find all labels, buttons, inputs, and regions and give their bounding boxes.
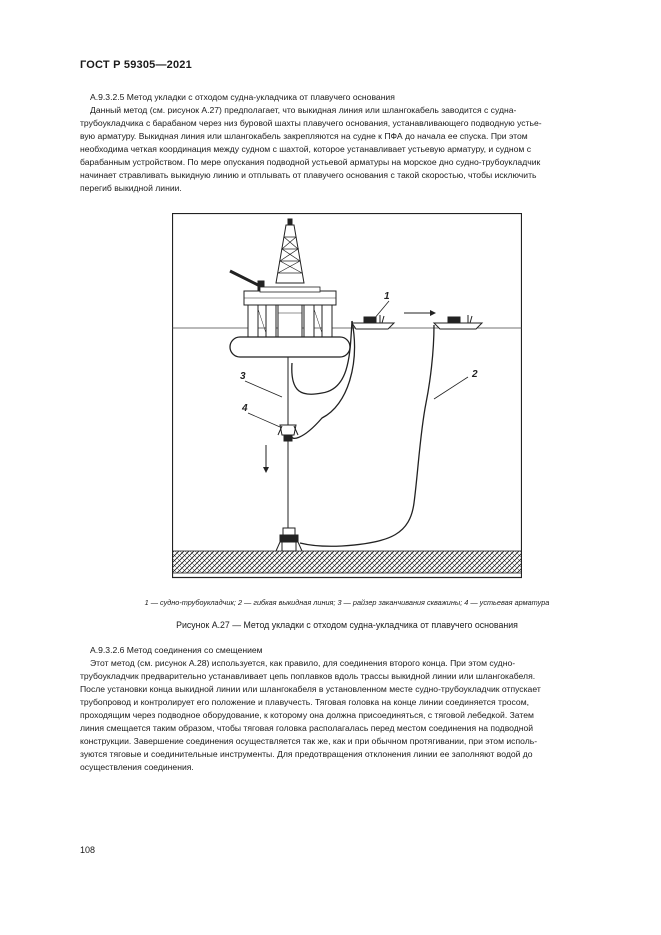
text-line: трубопровод и контролирует его положение и плавучесть. Тяговая головка на конце линии соединяется тросом, [80,697,529,707]
text-line: трубоукладчика с барабаном через низ буровой шахты плавучего основания, устанавливающего подводную устье- [80,118,542,128]
text-line: зуются тяговые и соединительные инструменты. Для предотвращения отклонения линии ее заполняют водой до [80,749,533,759]
text-line: Этот метод (см. рисунок А.28) используется, как правило, для соединения второго конца. При этом судно- [90,658,516,668]
text-line: проходящим через подводное оборудование, к которому она должна присоединяться, с тяговой лебедкой. Затем [80,710,534,720]
seabed [172,551,522,573]
section-title-a9326: А.9.3.2.6 Метод соединения со смещением [90,645,263,655]
text-line: перегиб выкидной линии. [80,183,182,193]
floating-platform [230,219,350,357]
text-line: трубоукладчик предварительно устанавливает цепь поплавков вдоль трассы выкидной линии или шлангокабеля. [80,671,536,681]
arrowhead [263,467,269,473]
callout-3: 3 [240,371,246,382]
text-line: линия смещается таким образом, чтобы тяговая головка располагалась перед местом соединения на подводной [80,723,534,733]
flexible-flowline-main [300,325,434,546]
text-line: Данный метод (см. рисунок А.27) предполагает, что выкидная линия или шлангокабель заводится с судна- [90,105,517,115]
leader-line [245,381,282,397]
callout-4: 4 [242,403,248,414]
page-number: 108 [80,845,96,855]
text-line: осуществления соединения. [80,762,194,772]
text-line: конструкции. Завершение соединения осуществляется так же, как и при обычном протягивании, при этом исполь- [80,736,538,746]
figure-caption: Рисунок А.27 — Метод укладки с отходом судна-укладчика от плавучего основания [176,620,518,630]
wellhead-equipment-seabed [276,528,302,551]
figure-frame [173,214,522,578]
leader-line [434,377,468,399]
standard-header: ГОСТ Р 59305—2021 [80,59,192,71]
callout-2: 2 [472,369,478,380]
leader-line [374,301,389,319]
arrowhead [430,310,436,316]
text-line: После установки конца выкидной линии или шлангокабеля в установленном месте судно-трубоукладчик отпускает [80,684,541,694]
callout-1: 1 [384,291,390,302]
text-line: начинает стравливать выкидную линию и отплывать от плавучего основания с такой скоростью, чтобы исключить [80,170,537,180]
pipe-lay-vessel-initial [352,315,394,329]
pipe-lay-vessel-moved [434,315,482,329]
text-line: барабанным устройством. По мере опускания подводной устьевой арматуры на морское дно судно-трубоукладчик [80,157,541,167]
leader-line [248,413,280,427]
section-body-a9326 [80,657,614,774]
section-title-a9325: А.9.3.2.5 Метод укладки с отходом судна-укладчика от плавучего основания [90,92,395,102]
text-line: необходима четкая координация между судном с шахтой, которое устанавливает устьевую арматуру, и судном с [80,144,532,154]
section-body-a9325 [80,104,614,195]
figure-legend: 1 — судно-трубоукладчик; 2 — гибкая выкидная линия; 3 — райзер заканчивания скважины; 4 — устьевая арматура [144,598,550,607]
figure-a27 [172,213,522,583]
text-line: вую арматуру. Выкидная линия или шлангокабель закрепляются на судне к ПФА до начала ее спуска. При этом [80,131,528,141]
